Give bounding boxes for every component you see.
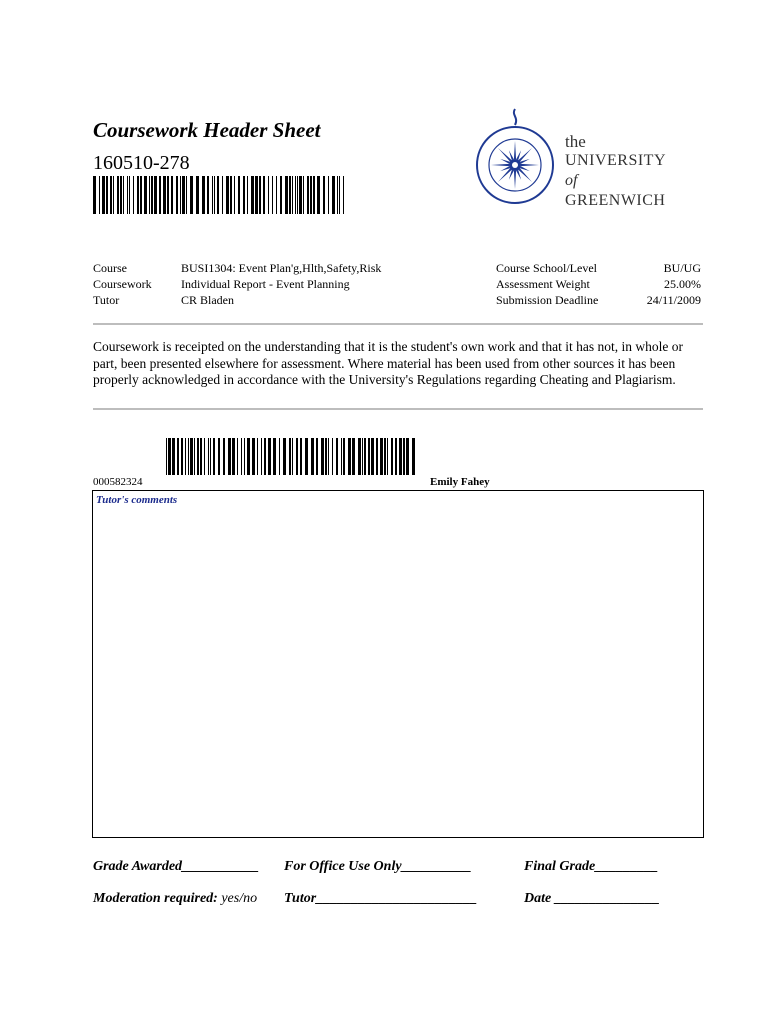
course-label: Course (93, 261, 127, 275)
tutor-signature-field[interactable]: Tutor_______________________ (284, 891, 478, 906)
date-field[interactable]: Date _______________ (524, 891, 660, 906)
logo-line-greenwich: GREENWICH (565, 192, 666, 209)
grade-awarded-field[interactable]: Grade Awarded___________ (93, 859, 260, 874)
assessment-weight-label: Assessment Weight (496, 277, 590, 291)
logo-line-of: of (565, 172, 578, 189)
reference-barcode (93, 176, 347, 214)
divider-bottom (93, 408, 703, 410)
tutor-comments-label: Tutor's comments (96, 494, 178, 506)
moderation-required[interactable] (93, 891, 257, 907)
course-value: BUSI1304: Event Plan'g,Hlth,Safety,Risk (181, 261, 382, 275)
logo-line-university: UNIVERSITY (565, 152, 666, 169)
university-logo (475, 107, 685, 217)
student-name: Emily Fahey (430, 476, 490, 488)
student-id: 000582324 (93, 476, 143, 488)
student-barcode (166, 438, 418, 475)
moderation-value: yes/no (221, 891, 258, 906)
tutor-value: CR Bladen (181, 293, 234, 307)
university-seal-icon (477, 109, 553, 203)
office-use-field[interactable]: For Office Use Only__________ (284, 859, 472, 874)
assessment-weight-value: 25.00% (664, 277, 701, 291)
moderation-label: Moderation required: (93, 891, 218, 906)
submission-deadline-value: 24/11/2009 (646, 293, 701, 307)
submission-deadline-label: Submission Deadline (496, 293, 599, 307)
school-level-label: Course School/Level (496, 261, 597, 275)
coursework-label: Coursework (93, 277, 152, 291)
reference-number: 160510-278 (93, 152, 190, 174)
logo-line-the: the (565, 132, 586, 151)
details-labels-left (93, 260, 181, 308)
page-title: Coursework Header Sheet (93, 118, 321, 142)
tutor-comments-box[interactable] (92, 490, 704, 838)
details-values-right (600, 260, 701, 308)
tutor-label: Tutor (93, 293, 120, 307)
coursework-value: Individual Report - Event Planning (181, 277, 350, 291)
school-level-value: BU/UG (663, 261, 701, 275)
details-values-left (181, 260, 481, 308)
plagiarism-statement: Coursework is receipted on the understanding that it is the student's own work and that it has not, in whole or part, been presented elsewhere for assessment. Where material has been used from other sources it has been properly acknowledged in accordance with the University's Regulations regarding Cheating and Plagiarism. (93, 339, 683, 387)
divider-top (93, 323, 703, 325)
final-grade-field[interactable]: Final Grade_________ (524, 859, 659, 874)
